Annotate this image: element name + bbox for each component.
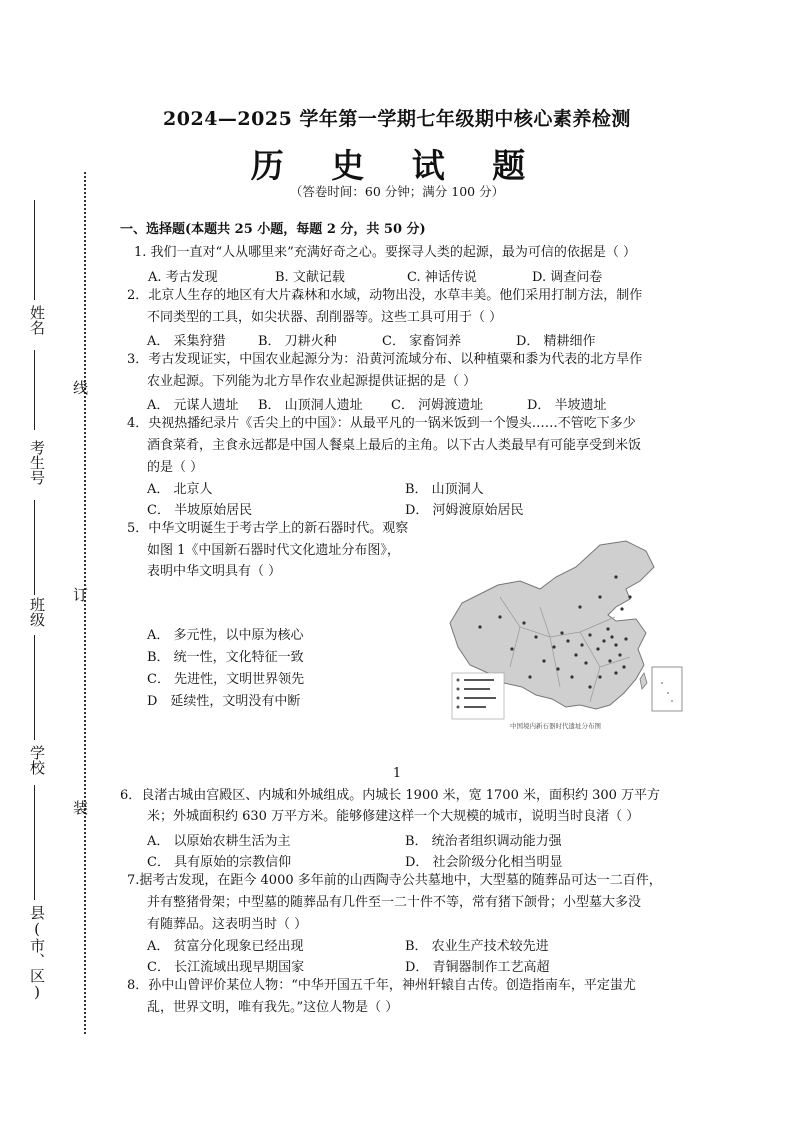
q2-option-d: D． 精耕细作	[516, 334, 596, 349]
question-8-line-1: 8．孙中山曾评价某位人物：“中华开国五千年，神州轩辕自古传。创造指南车，平定蚩尤	[127, 978, 636, 993]
neolithic-sites-map	[440, 537, 690, 747]
q5-option-c: C． 先进性，文明世界领先	[147, 672, 305, 687]
q7-option-d: D． 青铜器制作工艺高超	[405, 960, 550, 975]
page-number: 1	[392, 766, 402, 781]
question-3-line-2: 农业起源。下列能为北方旱作农业起源提供证据的是（ ）	[147, 374, 477, 389]
class-blank	[34, 500, 35, 595]
name-label: 姓名	[28, 305, 46, 335]
exam-title: 2024—2025 学年第一学期七年级期中核心素养检测	[163, 108, 631, 130]
q4-option-b: B． 山顶洞人	[405, 482, 484, 497]
q7-option-a: A． 贫富分化现象已经出现	[147, 939, 304, 954]
q3-option-b: B． 山顶洞人遗址	[258, 398, 363, 413]
q3-option-c: C． 河姆渡遗址	[391, 398, 484, 413]
binding-dotted-line	[84, 172, 86, 1034]
question-1-line-1: 1. 我们一直对“人从哪里来”充满好奇之心。要探寻人类的起源，最为可信的依据是（ ）	[134, 245, 636, 260]
question-7-line-1: 7.据考古发现，在距今 4000 多年前的山西陶寺公共墓地中，大型墓的随葬品可达一二百件，	[127, 873, 662, 888]
question-4-line-2: 酒食菜肴，主食永远都是中国人餐桌上最后的主角。以下古人类最早有可能享受到米饭	[147, 438, 642, 453]
q5-option-a: A． 多元性，以中原为核心	[147, 628, 304, 643]
q3-option-d: D． 半坡遗址	[527, 398, 607, 413]
school-blank	[34, 635, 35, 740]
exam-meta: （答卷时间：60 分钟；满分 100 分）	[289, 184, 505, 199]
county-label: 县(市、区)	[28, 905, 46, 1001]
line-label: 线	[71, 380, 89, 395]
q5-option-b: B． 统一性，文化特征一致	[147, 650, 304, 665]
bind-label: 装	[71, 800, 89, 815]
q7-option-c: C． 长江流域出现早期国家	[147, 960, 305, 975]
q4-option-a: A． 北京人	[147, 482, 213, 497]
china-map-graphic	[440, 537, 690, 747]
exam-no-label: 考生号	[28, 440, 46, 485]
school-label: 学校	[28, 745, 46, 775]
county-blank	[34, 785, 35, 900]
q7-option-b: B． 农业生产技术较先进	[405, 939, 549, 954]
q2-option-a: A． 采集狩猎	[147, 334, 226, 349]
q6-option-d: D． 社会阶级分化相当明显	[405, 855, 563, 870]
question-5-line-3: 表明中华文明具有（ ）	[147, 564, 282, 579]
q3-option-a: A． 元谋人遗址	[147, 398, 239, 413]
q4-option-d: D． 河姆渡原始居民	[405, 503, 524, 518]
question-6-line-1: 6．良渚古城由宫殿区、内城和外城组成。内城长 1900 米，宽 1700 米，面积约 300 万平方	[120, 788, 661, 803]
question-2-line-2: 不同类型的工具，如尖状器、刮削器等。这些工具可用于（ ）	[147, 310, 503, 325]
question-8-line-2: 乱，世界文明，唯有我先。”这位人物是（ ）	[147, 1000, 399, 1015]
q6-option-a: A． 以原始农耕生活为主	[147, 834, 291, 849]
question-7-line-3: 有随葬品。这表明当时（ ）	[147, 917, 308, 932]
south-sea-inset	[652, 667, 682, 711]
q1-option-a: A. 考古发现	[148, 270, 218, 285]
class-label: 班级	[28, 597, 46, 627]
question-5-line-2: 如图 1《中国新石器时代文化遗址分布图》，	[147, 543, 400, 558]
q2-option-b: B． 刀耕火种	[258, 334, 337, 349]
question-6-line-2: 米；外城面积约 630 万平方米。能够修建这样一个大规模的城市，说明当时良渚（ ）	[147, 809, 640, 824]
question-5-line-1: 5．中华文明诞生于考古学上的新石器时代。观察	[127, 521, 409, 536]
q1-option-c: C. 神话传说	[407, 270, 477, 285]
question-4-line-3: 的是（ ）	[147, 460, 204, 475]
name-blank	[34, 200, 35, 300]
map-caption: 中国境内新石器时代遗址分布图	[510, 722, 601, 730]
q1-option-b: B. 文献记载	[275, 270, 345, 285]
q6-option-b: B． 统治者组织调动能力强	[405, 834, 562, 849]
staple-label: 订	[71, 587, 89, 602]
exam-no-blank	[34, 350, 35, 430]
question-7-line-2: 并有整猪骨架；中型墓的随葬品有几件至一二十件不等，常有猪下颌骨；小型墓大多没	[147, 895, 642, 910]
q6-option-c: C． 具有原始的宗教信仰	[147, 855, 292, 870]
q2-option-c: C． 家畜饲养	[382, 334, 462, 349]
question-3-line-1: 3．考古发现证实，中国农业起源分为：沿黄河流域分布、以种植粟和黍为代表的北方旱作	[127, 352, 643, 367]
q1-option-d: D. 调查问卷	[532, 270, 603, 285]
section-title: 一、选择题(本题共 25 小题，每题 2 分，共 50 分)	[120, 222, 426, 237]
taiwan-island	[640, 673, 647, 689]
question-4-line-1: 4．央视热播纪录片《舌尖上的中国》：从最平凡的一锅米饭到一个馒头……不管吃下多少	[127, 416, 636, 431]
q5-option-d: D 延续性，文明没有中断	[147, 694, 301, 709]
q4-option-c: C． 半坡原始居民	[147, 503, 253, 518]
question-2-line-1: 2．北京人生存的地区有大片森林和水域，动物出没，水草丰美。他们采用打制方法，制作	[127, 288, 643, 303]
subject-title: 历 史 试 题	[250, 146, 544, 185]
